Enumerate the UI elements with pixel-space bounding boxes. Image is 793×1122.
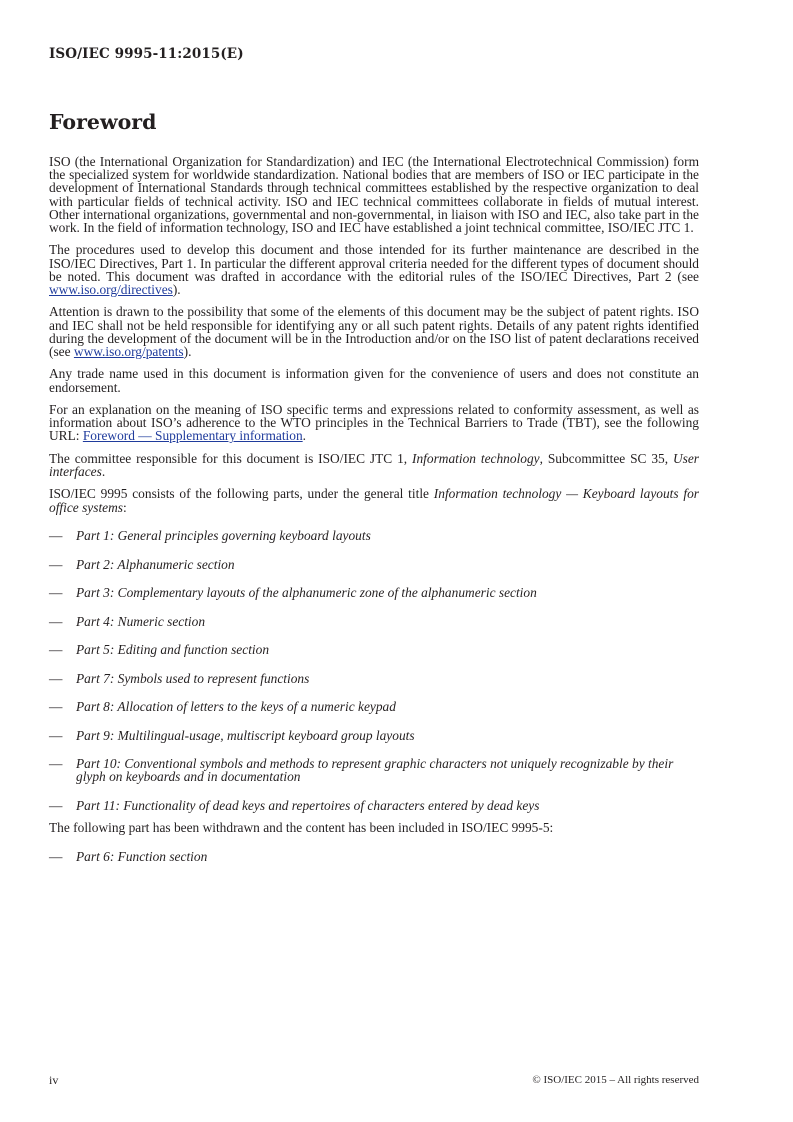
paragraph-end: . <box>101 464 106 479</box>
supplementary-information-link[interactable]: Foreword — Supplementary information <box>82 428 303 444</box>
em-dash-mark: — <box>49 727 63 743</box>
list-item-text: Part 3: Complementary layouts of the alphanumeric zone of the alphanumeric section <box>76 585 537 601</box>
general-title: Information technology — Keyboard layouts for office systems <box>49 486 700 515</box>
directives-link[interactable]: www.iso.org/directives <box>49 282 173 298</box>
paragraph-iso-iec-intro: ISO (the International Organization for Standardization) and IEC (the International Electrotechnical Commission) form the specialized system for worldwide standardization. National bodies that are members of ISO or IEC participate in the development of International Standards through technical committees established by the respective organization to deal with particular fields of technical activity. ISO and IEC technical committees collaborate in fields of mutual interest. Other international organizations, governmental and non-governmental, in liaison with ISO and IEC, also take part in the work. In the field of information technology, ISO and IEC have established a joint technical committee, ISO/IEC JTC 1. <box>49 154 699 236</box>
em-dash-mark: — <box>49 613 63 629</box>
paragraph-text: The committee responsible for this document is ISO/IEC JTC 1, <box>49 450 413 466</box>
document-body <box>49 155 699 878</box>
paragraph-procedures <box>49 243 699 296</box>
em-dash-mark: — <box>49 756 63 772</box>
paragraph-withdrawn: The following part has been withdrawn and the content has been included in ISO/IEC 9995-5: <box>49 820 554 836</box>
list-item-text: Part 7: Symbols used to represent functions <box>76 670 310 686</box>
paragraph-end: : <box>123 499 127 515</box>
list-item-text: Part 4: Numeric section <box>76 613 206 629</box>
list-item <box>49 643 699 656</box>
document-id-header: ISO/IEC 9995-11:2015(E) <box>49 46 244 62</box>
list-item-text: Part 10: Conventional symbols and methods to represent graphic characters not uniquely recognizable by their glyph on keyboards and in documentation <box>76 756 674 785</box>
list-item <box>49 672 699 685</box>
paragraph-text: Attention is drawn to the possibility that some of the elements of this document may be the subject of patent rights. ISO and IEC shall not be held responsible for identifying any or all such patent rights. Details of any patent rights identified during the development of the document will be in the Introduction and/or on the ISO list of patent declarations received (see <box>49 304 699 360</box>
committee-title: Information technology <box>412 450 540 466</box>
list-item <box>49 729 699 742</box>
paragraph-patents <box>49 305 699 358</box>
patents-link[interactable]: www.iso.org/patents <box>73 344 184 360</box>
paragraph-end: ). <box>172 282 181 298</box>
em-dash-mark: — <box>49 528 63 544</box>
list-item-text: Part 11: Functionality of dead keys and repertoires of characters entered by dead keys <box>76 797 540 813</box>
paragraph-conformity <box>49 403 699 443</box>
list-item <box>49 700 699 713</box>
list-item-text: Part 2: Alphanumeric section <box>76 556 235 572</box>
copyright-notice: © ISO/IEC 2015 – All rights reserved <box>532 1074 699 1086</box>
withdrawn-list-item <box>49 850 699 863</box>
list-item-text: Part 1: General principles governing keyboard layouts <box>76 528 371 544</box>
list-item <box>49 586 699 599</box>
em-dash-mark: — <box>49 670 63 686</box>
parts-list <box>49 529 699 812</box>
paragraph-text: , Subcommittee SC 35, <box>539 450 673 466</box>
list-item <box>49 799 699 812</box>
list-item <box>49 529 699 542</box>
paragraph-committee <box>49 452 699 478</box>
list-item-text: Part 6: Function section <box>76 848 208 864</box>
list-item <box>49 757 699 783</box>
paragraph-trade-name: Any trade name used in this document is information given for the convenience of users and does not constitute an endorsement. <box>49 366 699 395</box>
em-dash-mark: — <box>49 642 63 658</box>
paragraph-end: ). <box>183 344 192 360</box>
em-dash-mark: — <box>49 556 63 572</box>
subcommittee-title: User interfaces <box>49 450 699 479</box>
em-dash-mark: — <box>49 699 63 715</box>
paragraph-parts-intro <box>49 487 699 513</box>
paragraph-text: The procedures used to develop this document and those intended for its further maintenance are described in the ISO/IEC Directives, Part 1. In particular the different approval criteria needed for the different types of document should be noted. This document was drafted in accordance with the editorial rules of the ISO/IEC Directives, Part 2 (see <box>49 242 699 284</box>
em-dash-mark: — <box>49 848 63 864</box>
list-item-text: Part 8: Allocation of letters to the keys of a numeric keypad <box>76 699 396 715</box>
list-item-text: Part 9: Multilingual-usage, multiscript keyboard group layouts <box>76 727 415 743</box>
paragraph-end: . <box>302 428 307 444</box>
page-number: iv <box>49 1073 59 1087</box>
list-item-text: Part 5: Editing and function section <box>76 642 270 658</box>
em-dash-mark: — <box>49 797 63 813</box>
em-dash-mark: — <box>49 585 63 601</box>
paragraph-text: ISO/IEC 9995 consists of the following parts, under the general title <box>49 486 434 502</box>
paragraph-text: For an explanation on the meaning of ISO specific terms and expressions related to conformity assessment, as well as information about ISO’s adherence to the WTO principles in the Technical Barriers to Trade (TBT), see the following URL: <box>49 402 699 444</box>
list-item <box>49 558 699 571</box>
list-item <box>49 615 699 628</box>
page-title: Foreword <box>49 110 157 134</box>
